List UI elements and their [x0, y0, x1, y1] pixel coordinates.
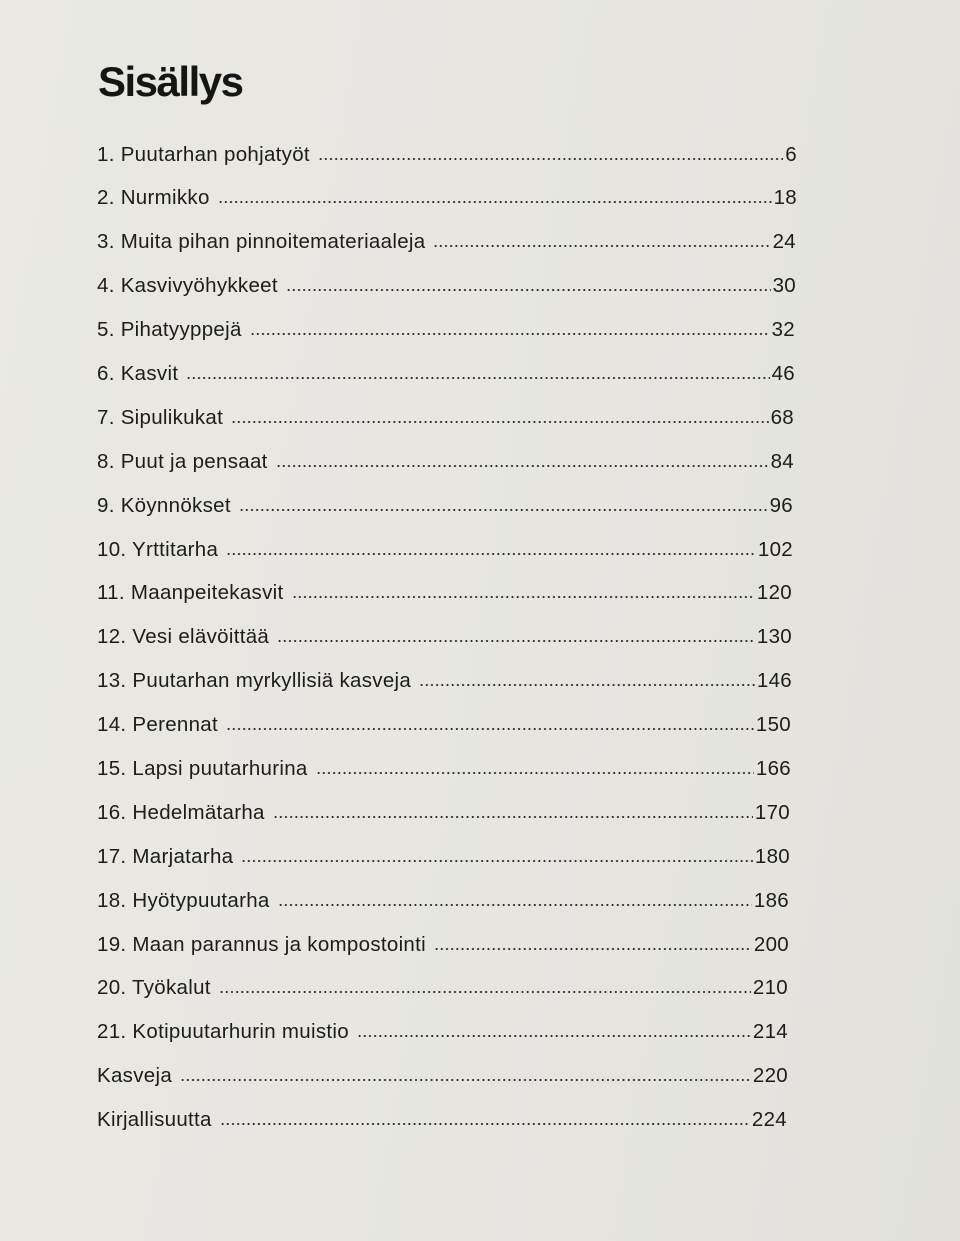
toc-entry — [97, 1106, 787, 1150]
dot-leader — [231, 405, 768, 426]
table-of-contents — [97, 140, 797, 1149]
toc-entry-label: 1. Puutarhan pohjatyöt — [97, 142, 310, 166]
toc-entry — [97, 359, 795, 403]
toc-entry-label: 6. Kasvit — [97, 361, 179, 385]
toc-entry-label: 4. Kasvivyöhykkeet — [97, 274, 278, 298]
toc-entry-page-number: 46 — [771, 361, 795, 385]
toc-entry-page-number: 84 — [770, 449, 794, 473]
dot-leader — [318, 142, 783, 163]
toc-entry-label: 10. Yrttitarha — [97, 537, 219, 561]
toc-entry-label: 9. Köynnökset — [97, 493, 231, 517]
dot-leader — [276, 449, 769, 470]
toc-entry-page-number: 130 — [756, 625, 792, 649]
toc-entry — [97, 184, 797, 228]
dot-leader — [273, 800, 753, 821]
toc-entry-page-number: 166 — [755, 756, 791, 780]
toc-entry-page-number: 186 — [753, 888, 789, 912]
toc-entry — [97, 930, 789, 974]
toc-entry — [97, 491, 793, 535]
toc-entry-label: 19. Maan parannus ja kompostointi — [97, 932, 426, 956]
toc-entry-label: 20. Työkalut — [97, 976, 211, 1000]
toc-entry-label: 14. Perennat — [97, 713, 218, 737]
toc-entry — [97, 667, 792, 711]
dot-leader — [226, 713, 754, 734]
dot-leader — [250, 318, 770, 339]
toc-entry — [97, 886, 789, 930]
toc-entry — [97, 842, 790, 886]
dot-leader — [226, 537, 756, 558]
dot-leader — [219, 976, 751, 997]
toc-entry — [97, 272, 796, 316]
dot-leader — [286, 274, 771, 295]
toc-entry-page-number: 214 — [752, 1020, 788, 1044]
toc-entry-label: 13. Puutarhan myrkyllisiä kasveja — [97, 669, 412, 693]
dot-leader — [239, 493, 768, 514]
toc-entry-label: 11. Maanpeitekasvit — [97, 581, 284, 605]
toc-entry-label: Kirjallisuutta — [97, 1108, 212, 1132]
toc-entry — [97, 1018, 788, 1062]
dot-leader — [180, 1064, 751, 1085]
toc-entry-page-number: 170 — [754, 800, 790, 824]
dot-leader — [218, 186, 772, 207]
toc-entry-page-number: 102 — [757, 537, 793, 561]
toc-entry-label: 2. Nurmikko — [97, 186, 210, 210]
dot-leader — [357, 1020, 751, 1041]
toc-entry-page-number: 220 — [752, 1064, 788, 1088]
dot-leader — [316, 756, 754, 777]
toc-entry-page-number: 150 — [755, 713, 791, 737]
toc-entry-page-number: 68 — [770, 405, 794, 429]
dot-leader — [419, 669, 755, 690]
toc-entry-label: Kasveja — [97, 1064, 173, 1088]
toc-entry-page-number: 32 — [771, 318, 795, 342]
dot-leader — [292, 581, 755, 602]
toc-entry — [97, 447, 794, 491]
toc-entry-page-number: 200 — [753, 932, 789, 956]
toc-entry-page-number: 210 — [752, 976, 788, 1000]
toc-entry — [97, 316, 795, 360]
page-title: Sisällys — [98, 58, 243, 105]
toc-entry — [97, 711, 791, 755]
toc-entry — [97, 535, 793, 579]
toc-entry-label: 18. Hyötypuutarha — [97, 888, 270, 912]
toc-entry — [97, 623, 792, 667]
toc-entry-page-number: 120 — [756, 581, 792, 605]
toc-entry — [97, 228, 796, 272]
toc-entry-page-number: 24 — [772, 230, 796, 254]
toc-entry-label: 17. Marjatarha — [97, 844, 234, 868]
dot-leader — [277, 625, 755, 646]
toc-entry-label: 7. Sipulikukat — [97, 405, 224, 429]
toc-entry — [97, 140, 797, 184]
dot-leader — [186, 361, 769, 382]
toc-entry-label: 5. Pihatyyppejä — [97, 318, 242, 342]
toc-entry-page-number: 96 — [769, 493, 793, 517]
toc-entry — [97, 1062, 788, 1106]
toc-entry — [97, 798, 790, 842]
toc-entry-label: 15. Lapsi puutarhurina — [97, 756, 308, 780]
dot-leader — [434, 932, 752, 953]
toc-entry-page-number: 18 — [773, 186, 797, 210]
dot-leader — [241, 844, 753, 865]
toc-entry-label: 8. Puut ja pensaat — [97, 449, 268, 473]
toc-entry-page-number: 224 — [751, 1108, 787, 1132]
toc-entry-label: 3. Muita pihan pinnoitemateriaaleja — [97, 230, 426, 254]
toc-entry — [97, 579, 792, 623]
toc-entry-label: 16. Hedelmätarha — [97, 800, 265, 824]
toc-entry-page-number: 180 — [754, 844, 790, 868]
toc-entry-label: 12. Vesi elävöittää — [97, 625, 270, 649]
dot-leader — [278, 888, 752, 909]
toc-entry — [97, 974, 788, 1018]
dot-leader — [220, 1108, 750, 1129]
toc-entry-page-number: 6 — [785, 142, 797, 166]
toc-entry-page-number: 30 — [772, 274, 796, 298]
toc-entry-page-number: 146 — [756, 669, 792, 693]
toc-entry-label: 21. Kotipuutarhurin muistio — [97, 1020, 349, 1044]
dot-leader — [433, 230, 770, 251]
toc-entry — [97, 403, 794, 447]
toc-entry — [97, 754, 791, 798]
